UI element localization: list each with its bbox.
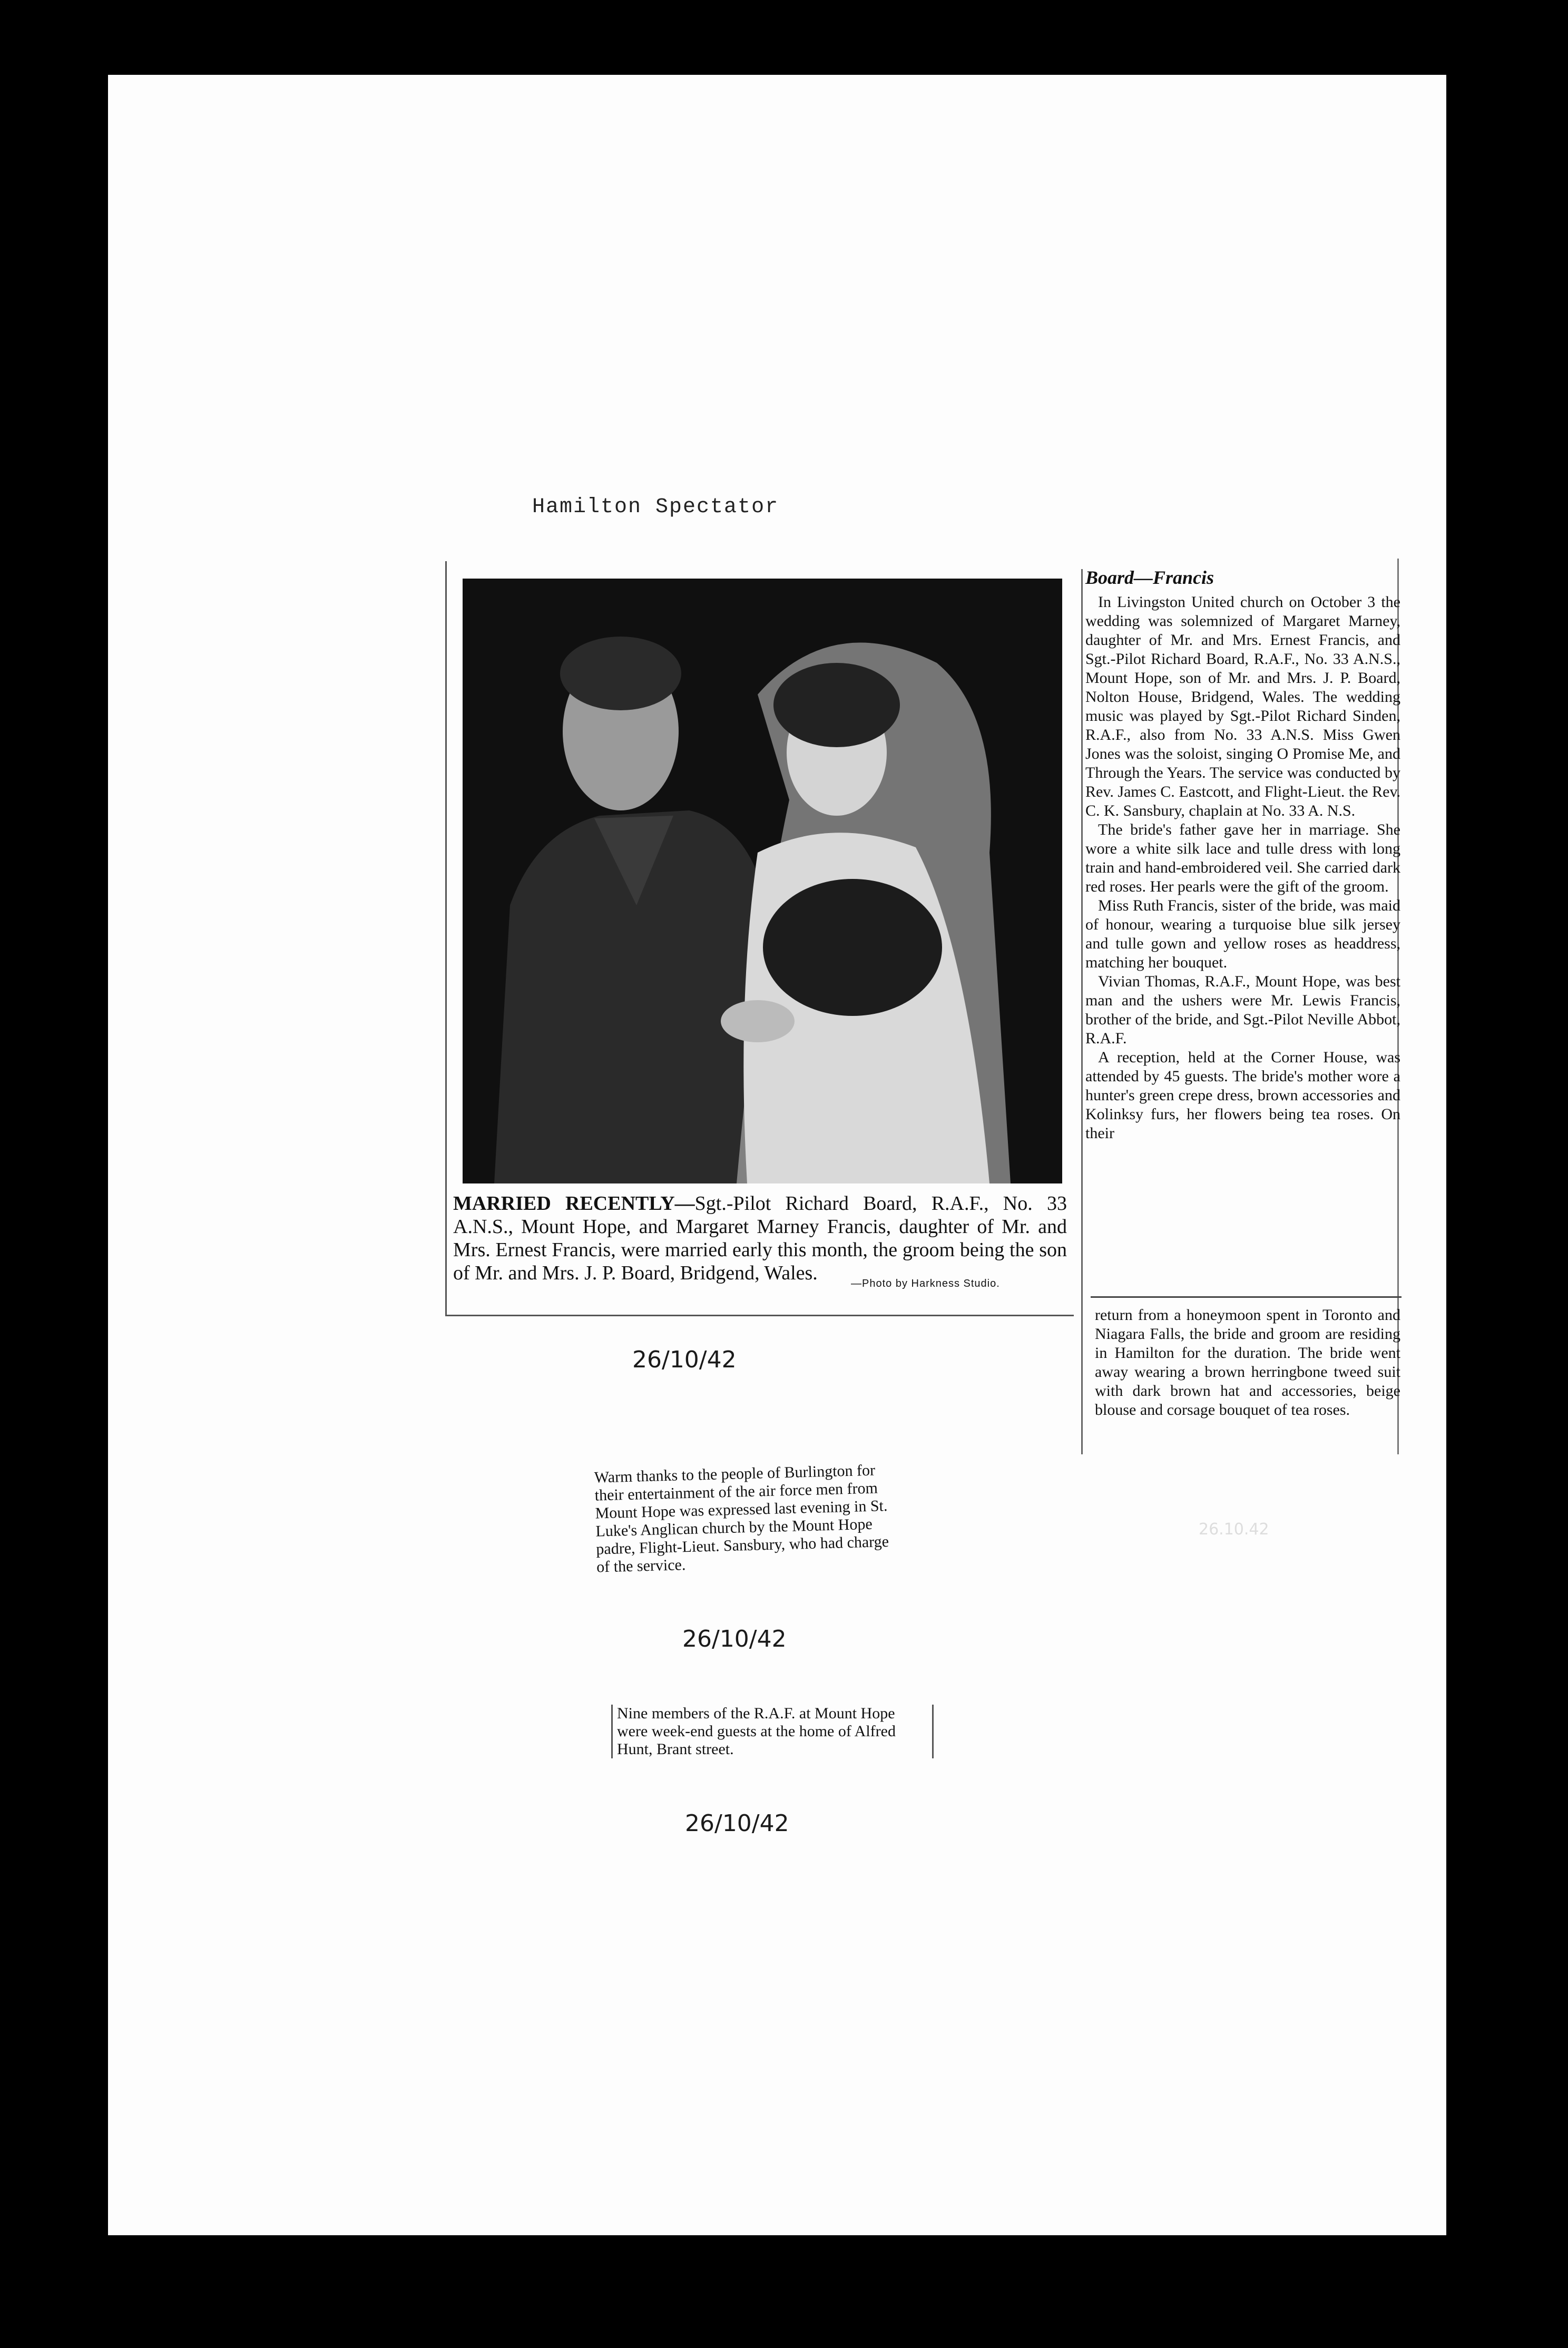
wedding-photo bbox=[463, 579, 1062, 1183]
column-rule bbox=[1081, 569, 1083, 1454]
faint-stamp: 26.10.42 bbox=[1199, 1520, 1269, 1539]
article-paragraph: A reception, held at the Corner House, was attended by 45 guests. The bride's mother wore a hunter's green crepe dress, brown accessories and Kolinksy furs, her flowers being tea roses. On their bbox=[1085, 1049, 1400, 1142]
clipping-burlington-thanks bbox=[594, 1461, 902, 1576]
clipping-text: Warm thanks to the people of Burlington for their entertainment of the air force men from Mount Hope was expressed last evening in St. Luke's Anglican church by the Mount Hope padre, Flight-Lieut. Sansbury, who had charge of the service. bbox=[594, 1461, 889, 1576]
publication-name: Hamilton Spectator bbox=[532, 495, 779, 519]
clipping-text: Nine members of the R.A.F. at Mount Hope were week-end guests at the home of Alfred Hunt, Brant street. bbox=[617, 1705, 896, 1758]
article-separator bbox=[1091, 1296, 1402, 1298]
handwritten-date: 26/10/42 bbox=[632, 1346, 737, 1373]
article-paragraph: In Livingston United church on October 3 the wedding was solemnized of Margaret Marney, daughter of Mr. and Mrs. Ernest Francis, and Sgt.-Pilot Richard Board, R.A.F., No. 33 A.N.S., Mount Hope, son of Mr. and Mrs. J. P. Board, Nolton House, Bridgend, Wales. The wedding music was played by Sgt.-Pilot Richard Sinden, R.A.F., also from No. 33 A.N.S. Miss Gwen Jones was the soloist, singing O Promise Me, and Through the Years. The service was conducted by Rev. James C. Eastcott, and Flight-Lieut. the Rev. C. K. Sansbury, chaplain at No. 33 A. N.S. bbox=[1085, 593, 1400, 819]
article-paragraph: Vivian Thomas, R.A.F., Mount Hope, was best man and the ushers were Mr. Lewis Francis, brother of the bride, and Sgt.-Pilot Neville Abbot, R.A.F. bbox=[1085, 973, 1400, 1047]
article-paragraph: Miss Ruth Francis, sister of the bride, was maid of honour, wearing a turquoise blue silk jersey and tulle gown and yellow roses as headdress, matching her bouquet. bbox=[1085, 897, 1400, 971]
caption-text: Sgt.-Pilot Richard Board, R.A.F., No. 33 A.N.S., Mount Hope, and Margaret Marney Francis, daughter of Mr. and Mrs. Ernest Francis, were married early this month, the groom being the son of Mr. and Mrs. J. P. Board, Bridgend, Wales. bbox=[453, 1192, 1067, 1284]
caption-lead: MARRIED RECENTLY— bbox=[453, 1192, 695, 1215]
wedding-article bbox=[1085, 566, 1400, 1143]
article-continuation bbox=[1095, 1306, 1400, 1420]
handwritten-date: 26/10/42 bbox=[682, 1626, 787, 1652]
photo-credit: —Photo by Harkness Studio. bbox=[851, 1278, 1000, 1289]
article-headline: Board—Francis bbox=[1085, 567, 1214, 588]
photo-caption bbox=[453, 1192, 1067, 1285]
handwritten-date: 26/10/42 bbox=[685, 1810, 789, 1837]
clipping-raf-guests bbox=[611, 1705, 934, 1758]
article-continuation-text: return from a honeymoon spent in Toronto and Niagara Falls, the bride and groom are residing in Hamilton for the duration. The bride went away wearing a brown herringbone tweed suit with dark brown hat and accessories, beige blouse and corsage bouquet of tea roses. bbox=[1095, 1306, 1400, 1418]
article-paragraph: The bride's father gave her in marriage. She wore a white silk lace and tulle dress with long train and hand-embroidered veil. She carried dark red roses. Her pearls were the gift of the groom. bbox=[1085, 821, 1400, 895]
